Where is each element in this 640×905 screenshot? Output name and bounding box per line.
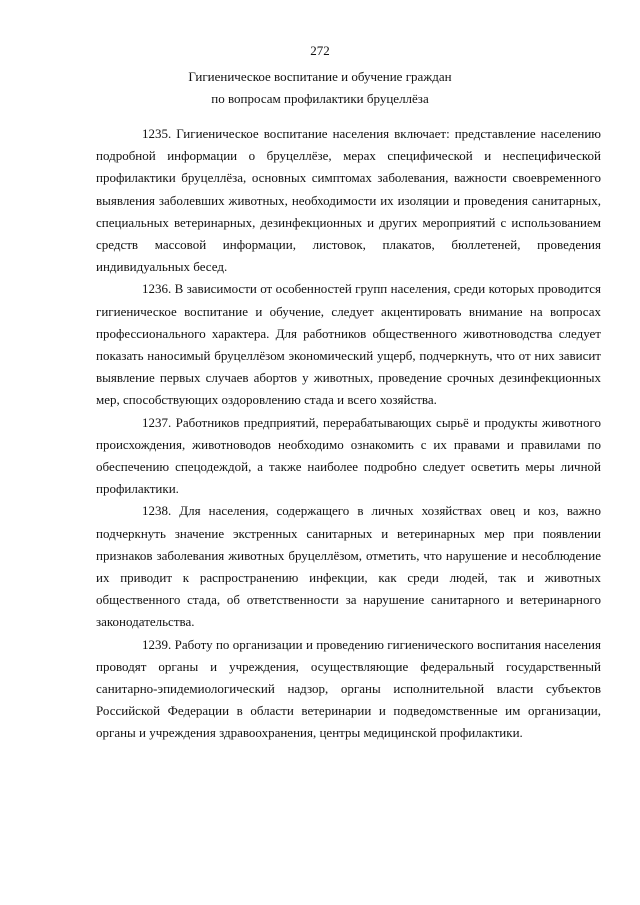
heading-line-1: Гигиеническое воспитание и обучение граждан [188, 69, 452, 84]
heading-line-2: по вопросам профилактики бруцеллёза [211, 91, 429, 106]
paragraph-1237: 1237. Работников предприятий, перерабатывающих сырьё и продукты животного происхождения, животноводов необходимо ознакомить с их правами и правилами по обеспечению спецодеждой, а также наиболее подробно следует осветить меры личной профилактики. [96, 414, 601, 497]
page-number: 272 [310, 43, 330, 58]
document-body [96, 123, 601, 745]
paragraph-1235: 1235. Гигиеническое воспитание населения включает: представление населению подробной информации о бруцеллёзе, мерах специфической и неспецифической профилактики бруцеллёза, основных симптомах заболевания, важности своевременного выявления заболевших животных, необходимости их изоляции и проведения санитарных, специальных ветеринарных, дезинфекционных и других мероприятий с использованием средств массовой информации, листовок, плакатов, бюллетеней, проведения индивидуальных бесед. [96, 126, 601, 275]
section-heading [0, 66, 640, 110]
paragraph-1238: 1238. Для населения, содержащего в личных хозяйствах овец и коз, важно подчеркнуть значение экстренных санитарных и ветеринарных мер при появлении признаков заболевания животных бруцеллёзом, отметить, что нарушение и несоблюдение их приводит к распространению инфекции, как среди людей, так и животных общественного стада, об ответственности за нарушение санитарного и ветеринарного законодательства. [96, 503, 601, 630]
paragraph-1236: 1236. В зависимости от особенностей групп населения, среди которых проводится гигиеническое воспитание и обучение, следует акцентировать внимание на вопросах профессионального характера. Для работников общественного животноводства следует показать наносимый бруцеллёзом экономический ущерб, подчеркнуть, что от них зависит выявление первых случаев абортов у животных, проведение срочных дезинфекционных мер, способствующих оздоровлению стада и всего хозяйства. [96, 281, 601, 408]
paragraph-1239: 1239. Работу по организации и проведению гигиенического воспитания населения проводят органы и учреждения, осуществляющие федеральный государственный санитарно-эпидемиологический надзор, органы исполнительной власти субъектов Российской Федерации в области ветеринарии и подведомственные им организации, органы и учреждения здравоохранения, центры медицинской профилактики. [96, 636, 601, 741]
